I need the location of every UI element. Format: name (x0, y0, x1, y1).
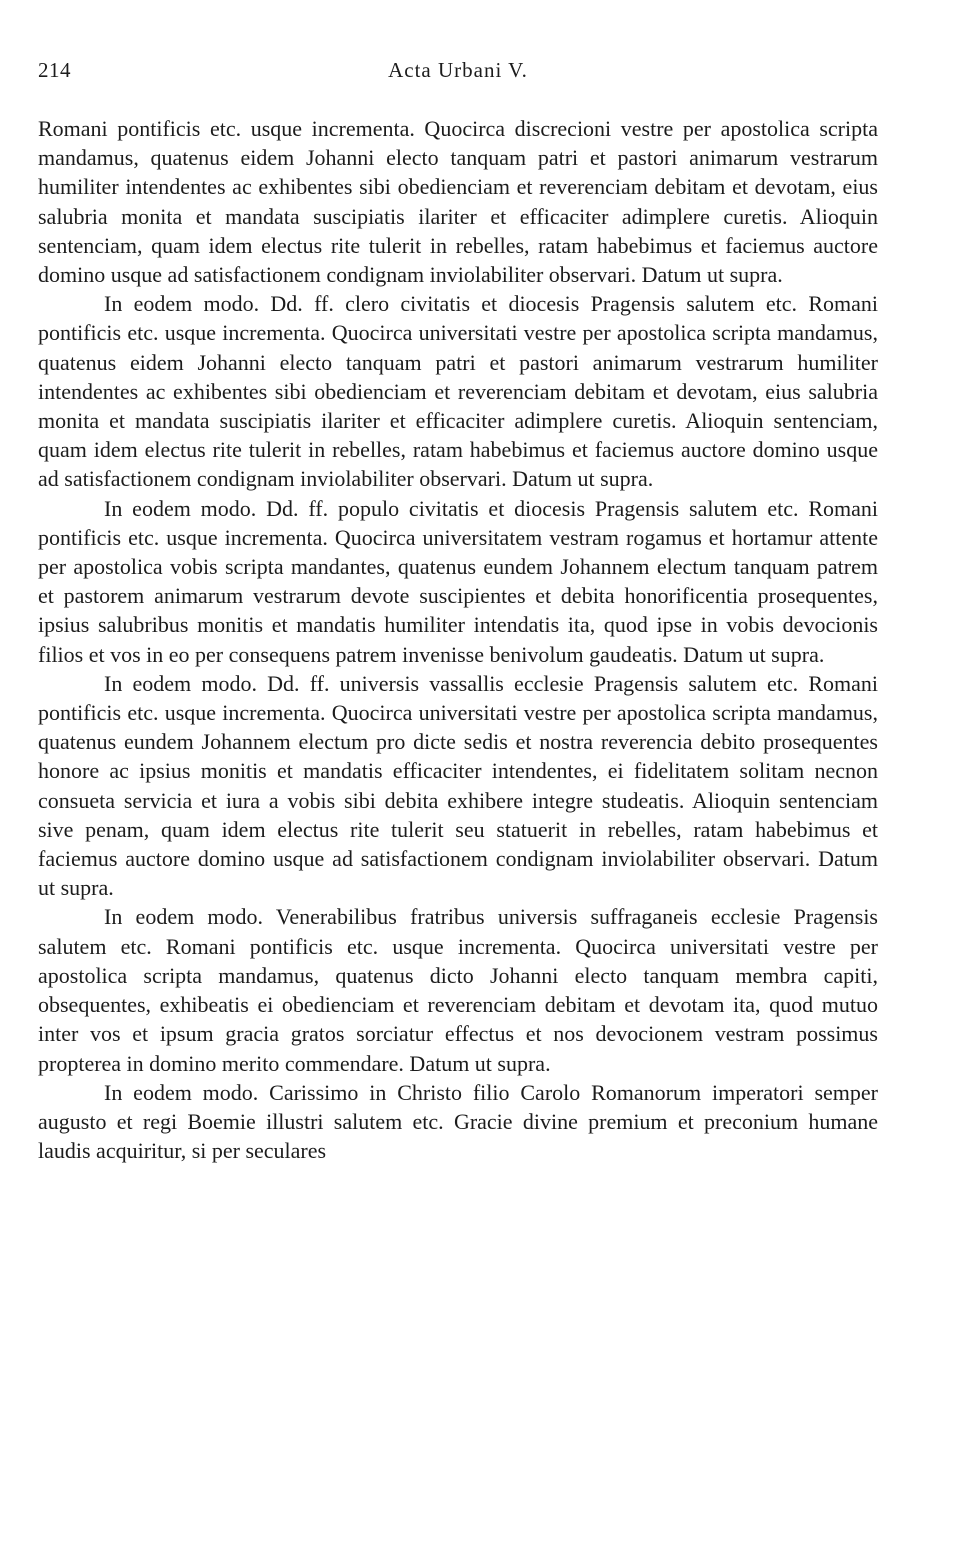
body-text (38, 114, 878, 1165)
paragraph-clero: In eodem modo. Dd. ff. clero civitatis et diocesis Pragensis salutem etc. Romani pontificis etc. usque incrementa. Quocirca universitati vestre per apostolica scripta mandamus, quatenus eidem Johanni electo tanquam patri et pastori animarum vestrarum humiliter intendentes ac exhibentes sibi obedienciam et reverenciam debitam et devotam, eius salubria monita et mandata suscipiatis ilariter et efficaciter adimplere curetis. Alioquin sentenciam, quam idem electus rite tulerit in rebelles, ratam habebimus et faciemus auctore domino usque ad satisfactionem condignam inviolabiliter observari. Datum ut supra. (38, 291, 878, 492)
paragraph-carolo: In eodem modo. Carissimo in Christo filio Carolo Romanorum imperatori semper augusto et regi Boemie illustri salutem etc. Gracie divine premium et preconium humane laudis acquiritur, si per seculares (38, 1079, 878, 1164)
page-number: 214 (38, 58, 71, 82)
page-header (38, 58, 878, 90)
paragraph-vassallis: In eodem modo. Dd. ff. universis vassallis ecclesie Pragensis salutem etc. Romani pontificis etc. usque incrementa. Quocirca universitati vestre per apostolica scripta mandamus, quatenus eundem Johannem electum pro dicte sedis et nostra reverencia debito prosequentes honore ac ipsius monitis et mandatis efficaciter intendentes, ei fidelitatem solitam necnon consueta servicia et iura a vobis sibi debita exhibere integre studeatis. Alioquin sentenciam sive penam, quam idem electus rite tulerit seu statuerit in rebelles, ratam habebimus et faciemus auctore domino usque ad satisfactionem condignam inviolabiliter observari. Datum ut supra. (38, 670, 878, 901)
paragraph-populo: In eodem modo. Dd. ff. populo civitatis et diocesis Pragensis salutem etc. Romani pontificis etc. usque incrementa. Quocirca universitatem vestram rogamus et hortamur attente per apostolica vobis scripta mandantes, quatenus eundem Johannem electum tanquam patrem et pastorem animarum vestrarum devote suscipientes et debita honorificentia prosequentes, ipsius salubribus monitis et mandatis humiliter intendatis ita, quod ipse in vobis devocionis filios et vos in eo per consequens patrem invenisse benivolum gaudeatis. Datum ut supra. (38, 495, 878, 667)
running-title: Acta Urbani V. (388, 58, 528, 82)
paragraph-suffraganeis: In eodem modo. Venerabilibus fratribus universis suffraganeis ecclesie Pragensis salutem etc. Romani pontificis etc. usque incrementa. Quocirca universitati vestre per apostolica scripta mandamus, quatenus dicto Johanni electo tanquam membra capiti, obsequentes, exhibeatis ei obedienciam et reverenciam debitam et devotam ita, quod mutuo inter vos et ipsum gracia gratos sorciatur effectus et nos devocionem vestram possimus propterea in domino merito commendare. Datum ut supra. (38, 904, 878, 1076)
paragraph-continuation: Romani pontificis etc. usque incrementa. Quocirca discrecioni vestre per apostolica scripta mandamus, quatenus eidem Johanni electo tanquam patri et pastori animarum vestrarum humiliter intendentes ac exhibentes sibi obedienciam et reverenciam debitam et devotam, eius salubria monita et mandata suscipiatis ilariter et efficaciter adimplere curetis. Alioquin sentenciam, quam idem electus rite tulerit in rebelles, ratam habebimus et faciemus auctore domino usque ad satisfactionem condignam inviolabiliter observari. Datum ut supra. (38, 116, 878, 288)
